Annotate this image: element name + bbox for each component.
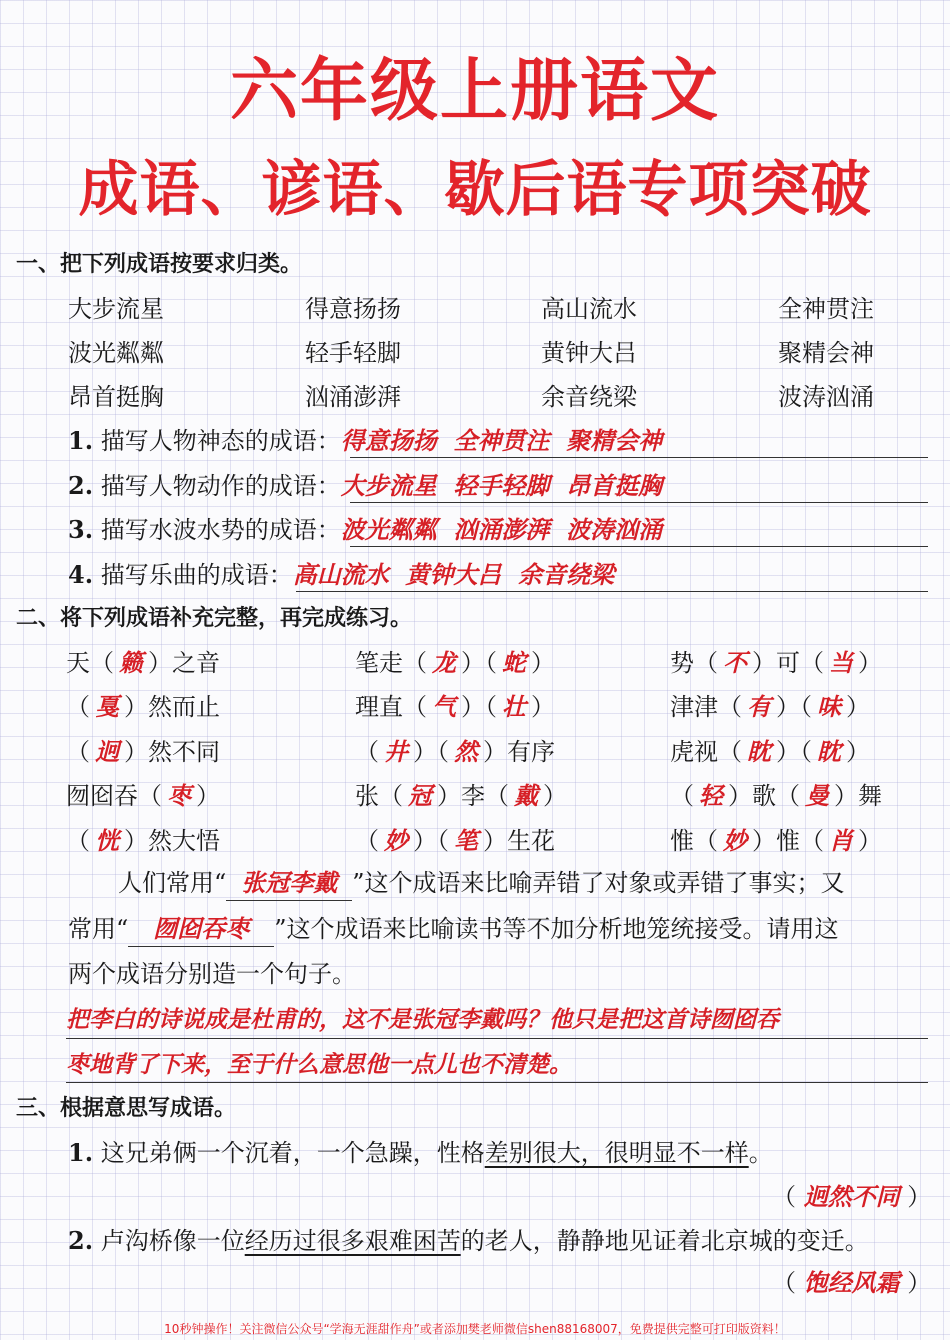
fill-blank[interactable]: 恍: [95, 827, 119, 855]
classify-question: 3. 描写水波水势的成语：波光粼粼 汹涌澎湃 波涛汹涌: [68, 515, 663, 544]
idiom-item: 波光粼粼: [68, 339, 164, 367]
footer-notice: 10秒钟操作！关注微信公众号“学海无涯甜作舟”或者添加樊老师微信shen88168007，免费提供完整可打印版资料！: [164, 1322, 786, 1336]
fill-blank[interactable]: 当: [829, 649, 853, 677]
answer-underline-1: [66, 1038, 928, 1039]
idiom-item: 余音绕梁: [541, 383, 637, 411]
s3-answer-2[interactable]: （ 饱经风霜 ）: [772, 1269, 932, 1297]
fill-blank[interactable]: 笔: [454, 827, 478, 855]
fill-idiom: 虎视（ 眈 ）（ 眈 ）: [670, 735, 870, 769]
idiom-item: 黄钟大吕: [541, 339, 637, 367]
fill-blank[interactable]: 蛇: [502, 649, 526, 677]
idiom-item: 全神贯注: [778, 295, 874, 323]
section1-heading: 一、把下列成语按要求归类。: [16, 252, 303, 277]
idiom-item: 汹涌澎湃: [305, 383, 401, 411]
answer-underline-2: [66, 1082, 928, 1083]
fill-blank[interactable]: 龙: [432, 649, 456, 677]
fill-blank[interactable]: 妙: [384, 827, 408, 855]
fill-blank[interactable]: 肖: [829, 827, 853, 855]
fill-idiom: 惟（ 妙 ）惟（ 肖 ）: [670, 824, 882, 858]
fill-blank[interactable]: 迥: [95, 738, 119, 766]
paragraph-line-3: 两个成语分别造一个句子。: [68, 960, 356, 988]
fill-idiom: 囫囵吞（ 枣 ）: [66, 779, 220, 813]
fill-blank[interactable]: 眈: [817, 738, 841, 766]
fill-idiom: 笔走（ 龙 ）（ 蛇 ）: [355, 646, 555, 680]
idiom-item: 得意扬扬: [305, 295, 401, 323]
classify-answer[interactable]: 大步流星 轻手轻脚 昂首挺胸: [340, 472, 663, 500]
idiom-item: 昂首挺胸: [68, 383, 164, 411]
classify-answer[interactable]: 波光粼粼 汹涌澎湃 波涛汹涌: [340, 516, 663, 544]
fill-blank[interactable]: 枣: [167, 782, 191, 810]
answer-underline: [296, 591, 928, 592]
fill-blank[interactable]: 曼: [805, 782, 829, 810]
idiom-item: 聚精会神: [778, 339, 874, 367]
fill-idiom: （ 戛 ）然而止: [66, 690, 220, 724]
answer-underline: [350, 457, 928, 458]
fill-idiom: （ 迥 ）然不同: [66, 735, 220, 769]
fill-blank[interactable]: 妙: [723, 827, 747, 855]
fill-blank[interactable]: 轻: [699, 782, 723, 810]
fill-blank[interactable]: 籁: [119, 649, 143, 677]
blank-1[interactable]: 张冠李戴: [226, 866, 352, 901]
fill-idiom: 津津（ 有 ）（ 味 ）: [670, 690, 870, 724]
paragraph-line-2: 常用“ 囫囵吞枣 ”这个成语来比喻读书等不加分析地笼统接受。请用这: [68, 912, 839, 947]
s3-answer-1[interactable]: （ 迥然不同 ）: [772, 1183, 932, 1211]
classify-answer[interactable]: 得意扬扬 全神贯注 聚精会神: [340, 427, 663, 455]
fill-idiom: （ 妙 ）（ 笔 ）生花: [355, 824, 555, 858]
fill-idiom: （ 井 ）（ 然 ）有序: [355, 735, 555, 769]
fill-blank[interactable]: 壮: [502, 693, 526, 721]
fill-blank[interactable]: 井: [384, 738, 408, 766]
classify-question: 4. 描写乐曲的成语：高山流水 黄钟大吕 余音绕梁: [68, 560, 615, 589]
s3-question-1: 1. 这兄弟俩一个沉着，一个急躁，性格差别很大，很明显不一样。: [68, 1138, 773, 1167]
classify-question: 1. 描写人物神态的成语：得意扬扬 全神贯注 聚精会神: [68, 426, 663, 455]
fill-blank[interactable]: 眈: [747, 738, 771, 766]
section3-heading: 三、根据意思写成语。: [16, 1096, 237, 1121]
fill-idiom: 张（ 冠 ）李（ 戴 ）: [355, 779, 567, 813]
fill-blank[interactable]: 然: [454, 738, 478, 766]
answer-underline: [350, 502, 928, 503]
classify-answer[interactable]: 高山流水 黄钟大吕 余音绕梁: [292, 561, 615, 589]
fill-idiom: （ 恍 ）然大悟: [66, 824, 220, 858]
idiom-item: 高山流水: [541, 295, 637, 323]
fill-blank[interactable]: 戛: [95, 693, 119, 721]
answer-underline: [350, 546, 928, 547]
classify-question: 2. 描写人物动作的成语：大步流星 轻手轻脚 昂首挺胸: [68, 471, 663, 500]
s3-question-2: 2. 卢沟桥像一位经历过很多艰难困苦的老人，静静地见证着北京城的变迁。: [68, 1226, 869, 1255]
fill-blank[interactable]: 戴: [514, 782, 538, 810]
page-title: 六年级上册语文: [229, 52, 720, 131]
blank-2[interactable]: 囫囵吞枣: [128, 912, 274, 947]
sentence-answer-line-2: 枣地背了下来，至于什么意思他一点儿也不清楚。: [66, 1052, 572, 1078]
fill-idiom: 天（ 籁 ）之音: [66, 646, 220, 680]
paragraph-line-1: 人们常用“ 张冠李戴 ”这个成语来比喻弄错了对象或弄错了事实；又: [118, 866, 845, 901]
fill-idiom: 理直（ 气 ）（ 壮 ）: [355, 690, 555, 724]
section2-heading: 二、将下列成语补充完整，再完成练习。: [16, 606, 413, 631]
fill-idiom: 势（ 不 ）可（ 当 ）: [670, 646, 882, 680]
fill-blank[interactable]: 冠: [408, 782, 432, 810]
idiom-item: 大步流星: [68, 295, 164, 323]
idiom-item: 轻手轻脚: [305, 339, 401, 367]
fill-idiom: （ 轻 ）歌（ 曼 ）舞: [670, 779, 882, 813]
idiom-item: 波涛汹涌: [778, 383, 874, 411]
fill-blank[interactable]: 不: [723, 649, 747, 677]
fill-blank[interactable]: 味: [817, 693, 841, 721]
fill-blank[interactable]: 气: [432, 693, 456, 721]
sentence-answer-line-1: 把李白的诗说成是杜甫的，这不是张冠李戴吗？他只是把这首诗囫囵吞: [66, 1007, 779, 1033]
fill-blank[interactable]: 有: [747, 693, 771, 721]
page-subtitle: 成语、谚语、歇后语专项突破: [78, 155, 872, 225]
